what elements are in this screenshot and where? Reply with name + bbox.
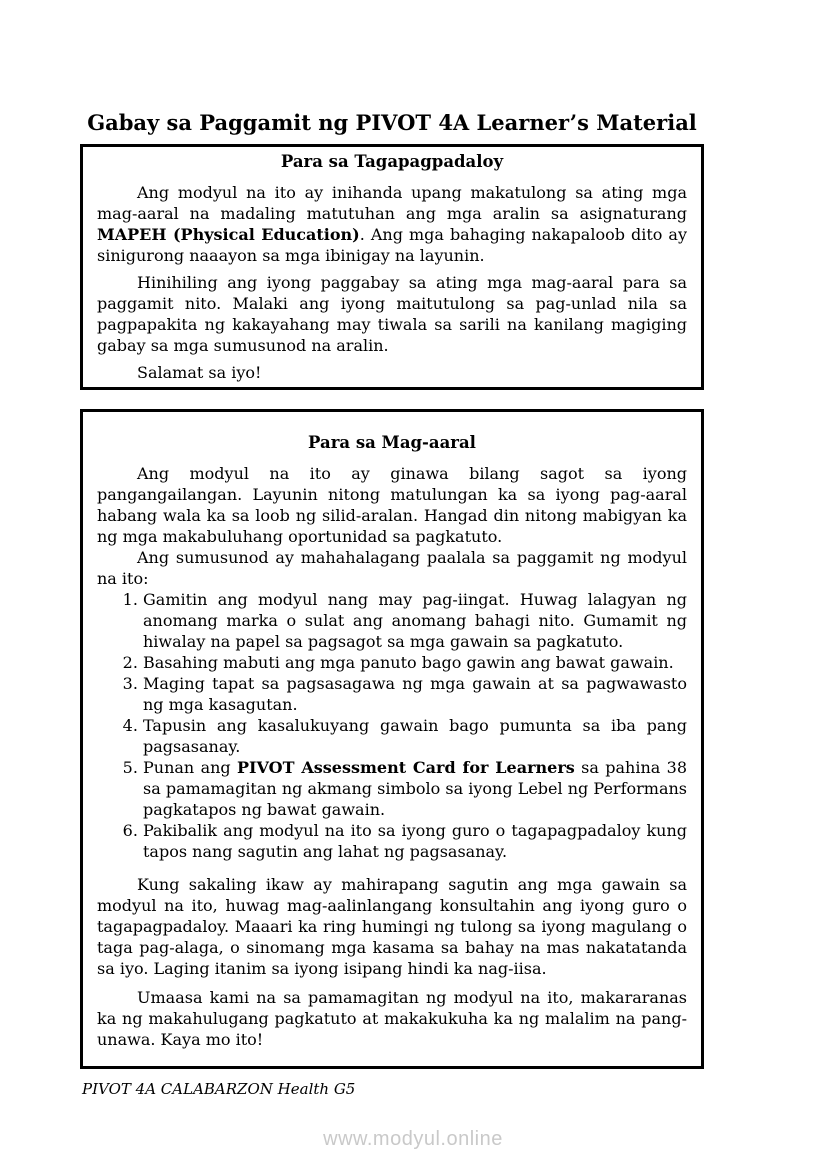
learner-closing-paragraph [97, 874, 687, 979]
text-segment: Pakibalik ang modyul na ito sa iyong guro o tagapagpadaloy kung tapos nang sagutin ang lahat ng pagsasanay. [143, 821, 687, 861]
learner-box-closing-paragraphs [97, 874, 687, 1050]
reminder-list-item [143, 673, 687, 715]
reminder-list-item [143, 820, 687, 862]
learner-box-intro-paragraphs [97, 463, 687, 589]
learner-intro-paragraph [97, 463, 687, 547]
text-segment: Umaasa kami na sa pamamagitan ng modyul na ito, makararanas ka ng makahulugang pagkatuto at makakukuha ka ng malalim na pang-unawa. Kaya mo ito! [97, 988, 687, 1049]
bold-text-segment: PIVOT Assessment Card for Learners [237, 758, 575, 777]
bold-text-segment: MAPEH (Physical Education) [97, 225, 360, 244]
facilitator-box-heading: Para sa Tagapagpadaloy [280, 152, 504, 171]
text-segment: Tapusin ang kasalukuyang gawain bago pumunta sa iba pang pagsasanay. [143, 716, 687, 756]
text-segment: Punan ang [143, 758, 238, 777]
facilitator-box [80, 144, 704, 390]
text-segment: Ang sumusunod ay mahahalagang paalala sa paggamit ng modyul na ito: [97, 548, 687, 588]
learner-box-heading: Para sa Mag-aaral [308, 433, 476, 452]
text-segment: Basahing mabuti ang mga panuto bago gawin ang bawat gawain. [143, 653, 674, 672]
reminder-list-item [143, 715, 687, 757]
facilitator-paragraph [97, 362, 687, 383]
reminder-list-item [143, 589, 687, 652]
text-segment: Maging tapat sa pagsasagawa ng mga gawain at sa pagwawasto ng mga kasagutan. [143, 674, 687, 714]
text-segment: sa pahina 38 sa pamamagitan ng akmang simbolo sa iyong Lebel ng Performans pagkatapos ng bawat gawain. [143, 758, 688, 819]
text-segment: Gamitin ang modyul nang may pag-iingat. Huwag lalagyan ng anomang marka o sulat ang anomang bahagi nito. Gumamit ng hiwalay na papel sa pagsagot sa mga gawain sa pagkatuto. [143, 590, 687, 651]
text-segment: Ang modyul na ito ay ginawa bilang sagot sa iyong pangangailangan. Layunin nitong matulungan ka sa iyong pag-aaral habang wala ka sa loob ng silid-aralan. Hangad din nitong mabigyan ka ng mga makabuluhang oportunidad sa pagkatuto. [97, 464, 687, 546]
facilitator-box-paragraphs [97, 182, 687, 383]
learner-intro-paragraph [97, 547, 687, 589]
learner-closing-paragraph [97, 987, 687, 1050]
text-segment: Salamat sa iyo! [137, 363, 262, 382]
facilitator-paragraph [97, 182, 687, 266]
page-content [80, 0, 704, 1099]
reminder-list-item [143, 652, 687, 673]
learner-box [80, 409, 704, 1069]
learner-reminders-list [97, 589, 687, 862]
page-title: Gabay sa Paggamit ng PIVOT 4A Learner’s Material [87, 110, 697, 135]
footer-text: PIVOT 4A CALABARZON Health G5 [82, 1080, 356, 1098]
reminder-list-item [143, 757, 687, 820]
text-segment: . Ang mga bahaging nakapaloob dito ay sinigurong naaayon sa mga ibinigay na layunin. [97, 225, 687, 265]
watermark-text: www.modyul.online [323, 1128, 503, 1150]
text-segment: Ang modyul na ito ay inihanda upang makatulong sa ating mga mag-aaral na madaling matutuhan ang mga aralin sa asignaturang [97, 183, 687, 223]
facilitator-paragraph [97, 272, 687, 356]
text-segment: Kung sakaling ikaw ay mahirapang sagutin ang mga gawain sa modyul na ito, huwag mag-aalinlangang konsultahin ang iyong guro o tagapagpadaloy. Maaari ka ring humingi ng tulong sa iyong magulang o taga pag-alaga, o sinomang mga kasama sa bahay na mas nakatatanda sa iyo. Laging itanim sa iyong isipang hindi ka nag-iisa. [97, 875, 687, 978]
text-segment: Hinihiling ang iyong paggabay sa ating mga mag-aaral para sa paggamit nito. Malaki ang iyong maitutulong sa pag-unlad nila sa pagpapakita ng kakayahang may tiwala sa sarili na kanilang magiging gabay sa mga sumusunod na aralin. [97, 273, 687, 355]
